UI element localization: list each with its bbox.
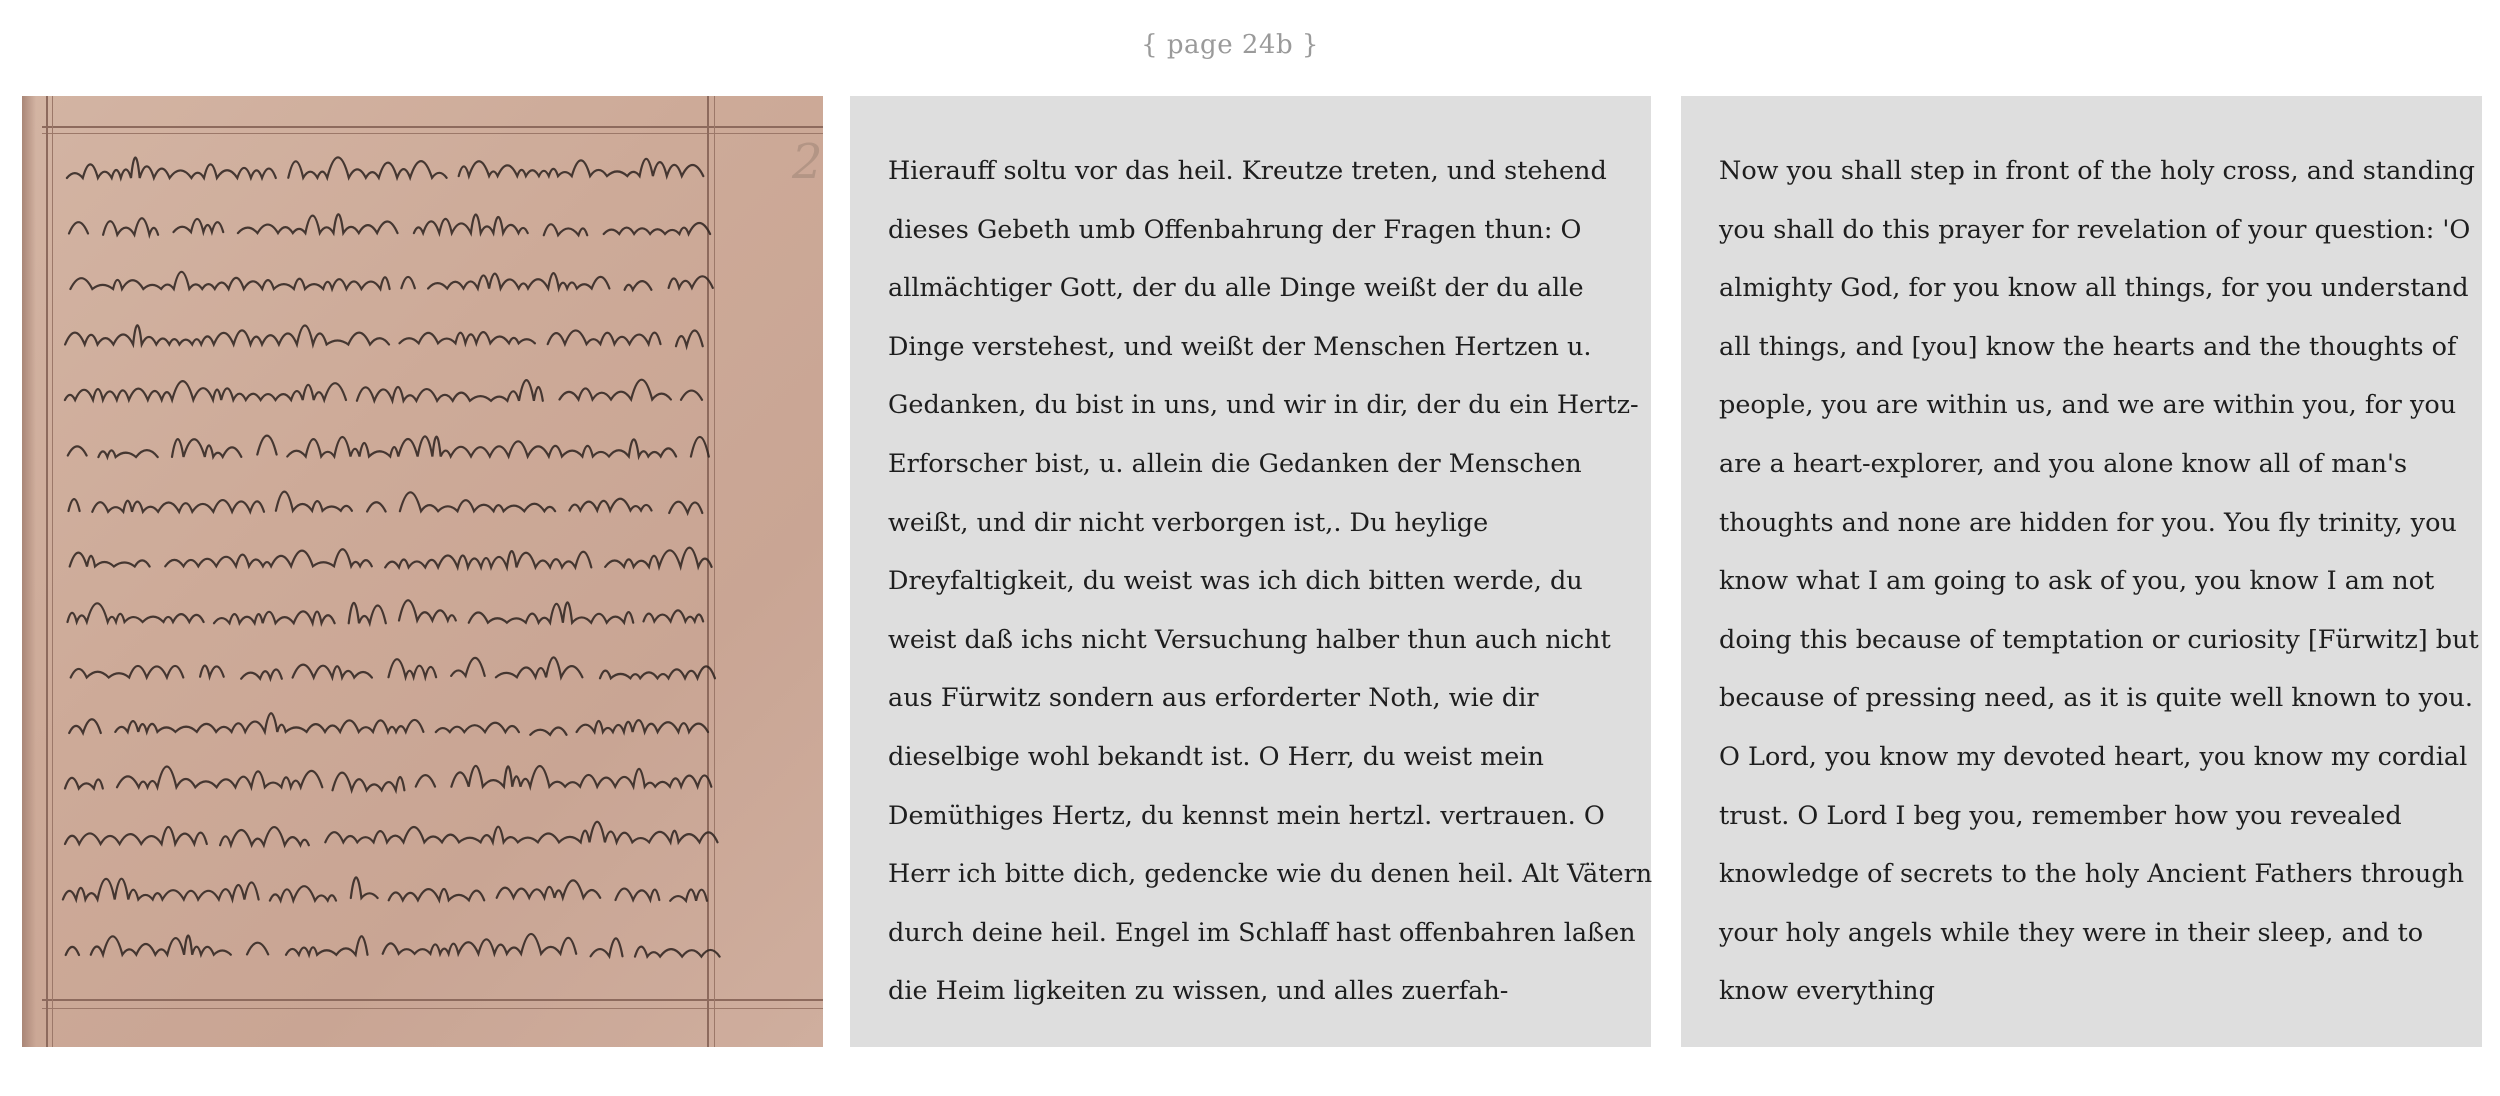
handwriting-stroke (71, 657, 715, 678)
translation-line: thoughts and none are hidden for you. You fly trinity, you (1719, 507, 2457, 538)
handwriting-stroke (67, 157, 703, 178)
transcription-line: Herr ich bitte dich, gedencke wie du denen heil. Alt Vätern (888, 859, 1653, 890)
transcription-line: Demüthiges Hertz, du kennst mein hertzl. vertrauen. O (888, 800, 1605, 831)
translation-line: your holy angels while they were in their sleep, and to (1719, 917, 2424, 948)
transcription-line: Dinge verstehest, und weißt der Menschen Hertzen u. (888, 331, 1592, 362)
handwriting-stroke (70, 548, 712, 568)
translation-line: you shall do this prayer for revelation of your question: 'O (1719, 214, 2471, 245)
folio-number: 2 (792, 134, 823, 190)
transcription-line: dieses Gebeth umb Offenbahrung der Fragen thun: O (888, 214, 1582, 245)
transcription-line: weißt, und dir nicht verborgen ist,. Du heylige (888, 507, 1489, 538)
page-label: { page 24b } (1141, 30, 1319, 60)
translation-line: know what I am going to ask of you, you know I am not (1719, 566, 2435, 597)
handwriting-lines (22, 96, 823, 1047)
transcription-line: die Heim ligkeiten zu wissen, und alles zuerfah- (888, 976, 1509, 1007)
translation-line: trust. O Lord I beg you, remember how you revealed (1719, 800, 2402, 831)
handwriting-stroke (70, 272, 712, 290)
transcription-text (888, 142, 1653, 1021)
translation-line: knowledge of secrets to the holy Ancient Fathers through (1719, 859, 2465, 890)
handwriting-stroke (66, 934, 720, 957)
transcription-line: Hierauff soltu vor das heil. Kreutze treten, und stehend (888, 156, 1607, 186)
manuscript-scan-image (22, 96, 823, 1047)
translation-line: are a heart-explorer, and you alone know all of man's (1719, 448, 2408, 479)
translation-panel (1681, 96, 2482, 1047)
translation-line: know everything (1719, 976, 1935, 1007)
handwriting-stroke (65, 380, 702, 401)
handwriting-stroke (65, 325, 703, 346)
translation-line: people, you are within us, and we are within you, for you (1719, 390, 2457, 421)
translation-line: Now you shall step in front of the holy cross, and standing (1719, 156, 2475, 186)
handwriting-stroke (65, 822, 718, 845)
transcription-line: Gedanken, du bist in uns, und wir in dir, der du ein Hertz- (888, 390, 1639, 421)
transcription-line: durch deine heil. Engel im Schlaff hast offenbahren laßen (888, 917, 1636, 948)
handwriting-stroke (63, 877, 718, 901)
transcription-line: aus Fürwitz sondern aus erforderter Noth, wie dir (888, 683, 1539, 714)
handwriting-stroke (69, 713, 708, 735)
transcription-line: allmächtiger Gott, der du alle Dinge weißt der du alle (888, 273, 1584, 304)
transcription-line: Erforscher bist, u. allein die Gedanken der Menschen (888, 448, 1582, 479)
translation-line: almighty God, for you know all things, for you understand (1719, 273, 2469, 304)
translation-line: all things, and [you] know the hearts and the thoughts of (1719, 331, 2457, 362)
handwriting-stroke (65, 766, 711, 790)
transcription-line: weist daß ichs nicht Versuchung halber thun auch nicht (888, 624, 1611, 655)
translation-line: because of pressing need, as it is quite well known to you. (1719, 683, 2473, 714)
translation-line: O Lord, you know my devoted heart, you know my cordial (1719, 741, 2468, 772)
translation-line: doing this because of temptation or curiosity [Fürwitz] but (1719, 624, 2479, 655)
handwriting-stroke (68, 600, 704, 623)
transcription-panel (850, 96, 1651, 1047)
translation-text (1719, 142, 2479, 1021)
transcription-line: Dreyfaltigkeit, du weist was ich dich bitten werde, du (888, 566, 1583, 597)
handwriting-stroke (69, 214, 710, 235)
handwriting-stroke (69, 492, 703, 513)
transcription-line: dieselbige wohl bekandt ist. O Herr, du weist mein (888, 741, 1544, 772)
handwriting-stroke (68, 436, 709, 458)
